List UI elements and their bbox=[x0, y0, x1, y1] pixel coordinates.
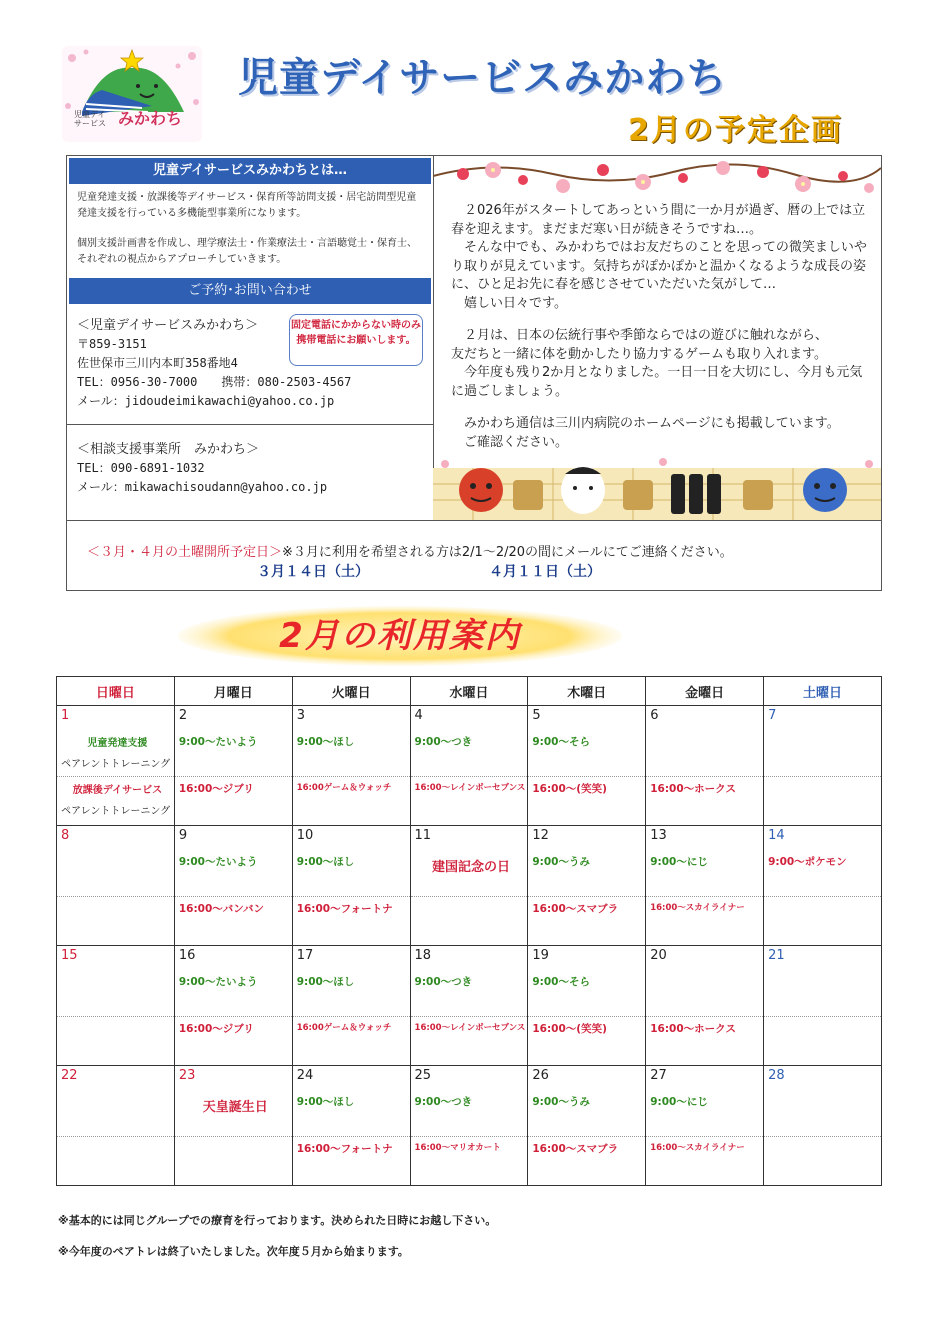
calendar-day-pm-cell bbox=[646, 1017, 764, 1066]
calendar-day-pm-cell bbox=[292, 777, 410, 826]
message-column bbox=[433, 156, 881, 520]
morning-group: 9:00～にじ bbox=[650, 856, 708, 868]
saturday-label: ＜３月・４月の土曜開所予定日＞ bbox=[87, 545, 283, 560]
morning-group: 9:00～つき bbox=[414, 976, 473, 988]
calendar-day-pm-cell bbox=[528, 1137, 646, 1186]
calendar-week-am-row bbox=[57, 1066, 882, 1137]
day-number: 12 bbox=[532, 828, 549, 843]
morning-group: 9:00～ほし bbox=[296, 1096, 355, 1108]
calendar-day-pm-cell bbox=[528, 777, 646, 826]
calendar-day-cell bbox=[646, 946, 764, 1017]
calendar-day-pm-cell bbox=[764, 1017, 882, 1066]
day-number: 26 bbox=[532, 1068, 549, 1083]
day-number: 25 bbox=[414, 1068, 432, 1083]
calendar-day-pm-cell bbox=[174, 1137, 292, 1186]
calendar-day-cell bbox=[764, 706, 882, 777]
calendar-day-cell bbox=[764, 946, 882, 1017]
calendar-day-cell bbox=[174, 706, 292, 777]
calendar-day-pm-cell bbox=[57, 1017, 175, 1066]
afternoon-group: 16:00～ジブリ bbox=[178, 783, 254, 795]
calendar-day-cell bbox=[292, 1066, 410, 1137]
contact-office-2 bbox=[77, 440, 427, 497]
saturday-notice bbox=[87, 541, 733, 560]
calendar-week-am-row bbox=[57, 946, 882, 1017]
calendar-day-cell bbox=[57, 1066, 175, 1137]
calendar-day-pm-cell bbox=[646, 777, 764, 826]
logo-big-text: みかわち bbox=[118, 109, 183, 128]
day-number: 24 bbox=[296, 1068, 314, 1083]
day-number: 9 bbox=[178, 828, 188, 843]
phone-note: 固定電話にかからない時のみ携帯電話にお願いします。 bbox=[289, 314, 423, 366]
afternoon-group: 16:00～スマブラ bbox=[532, 1143, 619, 1155]
day-number: 28 bbox=[768, 1068, 785, 1083]
plum-blossom-garland-icon bbox=[433, 156, 881, 204]
morning-group: 9:00～つき bbox=[414, 1096, 473, 1108]
calendar-day-pm-cell bbox=[174, 897, 292, 946]
monthly-message bbox=[451, 202, 875, 466]
calendar-day-cell bbox=[410, 1066, 528, 1137]
calendar-day-cell bbox=[646, 706, 764, 777]
calendar-day-pm-cell bbox=[410, 1017, 528, 1066]
calendar-day-cell bbox=[646, 1066, 764, 1137]
day-number: 7 bbox=[768, 708, 777, 723]
afternoon-group: 16:00～スマブラ bbox=[532, 903, 619, 915]
page-subtitle: 2月の予定企画 bbox=[628, 113, 843, 148]
day-number: 5 bbox=[532, 708, 541, 723]
calendar-day-cell bbox=[174, 946, 292, 1017]
calendar-day-cell bbox=[528, 706, 646, 777]
training-label: ペアレントトレーニング bbox=[61, 806, 171, 817]
training-label: ペアレントトレーニング bbox=[61, 759, 171, 770]
monthly-calendar bbox=[56, 676, 882, 1186]
day-number: 2 bbox=[178, 708, 188, 723]
calendar-day-pm-cell bbox=[57, 897, 175, 946]
morning-group: 9:00～ほし bbox=[296, 736, 355, 748]
day-number: 3 bbox=[296, 708, 305, 723]
afternoon-group: 16:00～(笑笑) bbox=[532, 1023, 607, 1035]
calendar-day-pm-cell bbox=[410, 777, 528, 826]
logo-small-text: 児童デイ サービス bbox=[74, 110, 106, 128]
morning-group: 9:00～ポケモン bbox=[768, 856, 847, 868]
afternoon-group: 16:00～マリオカート bbox=[414, 1143, 501, 1153]
calendar-day-cell bbox=[410, 706, 528, 777]
calendar-day-cell bbox=[646, 826, 764, 897]
footnote-2: ※今年度のペアトレは終了いたしました。次年度５月から始まります。 bbox=[58, 1245, 409, 1258]
calendar-day-pm-cell bbox=[174, 777, 292, 826]
morning-group: 9:00～にじ bbox=[650, 1096, 708, 1108]
calendar-day-pm-cell bbox=[292, 1017, 410, 1066]
office1-address: 佐世保市三川内本町358番地4 bbox=[77, 356, 238, 370]
holiday-label: 天皇誕生日 bbox=[202, 1100, 268, 1115]
setsubun-illustration-icon bbox=[433, 454, 881, 520]
day-number: 23 bbox=[178, 1068, 196, 1083]
office1-mail[interactable]: メール：jidoudeimikawachi@yahoo.co.jp bbox=[77, 394, 335, 408]
weekday-header: 木曜日 bbox=[528, 677, 646, 706]
calendar-week-pm-row bbox=[57, 1017, 882, 1066]
day-number: 19 bbox=[532, 948, 549, 963]
calendar-week-am-row bbox=[57, 826, 882, 897]
info-box bbox=[66, 155, 882, 591]
calendar-day-pm-cell bbox=[292, 897, 410, 946]
calendar-week-am-row bbox=[57, 706, 882, 777]
calendar-day-pm-cell bbox=[410, 1137, 528, 1186]
holiday-label: 建国記念の日 bbox=[431, 860, 510, 875]
afternoon-group: 16:00～フォートナ bbox=[296, 903, 393, 915]
office1-tel: TEL：0956-30-7000 携帯：080-2503-4567 bbox=[77, 375, 352, 389]
calendar-day-pm-cell bbox=[410, 897, 528, 946]
afternoon-group: 16:00ゲーム＆ウォッチ bbox=[296, 1023, 392, 1033]
calendar-day-pm-cell bbox=[57, 777, 175, 826]
day-number: 22 bbox=[61, 1068, 78, 1083]
calendar-day-cell bbox=[174, 826, 292, 897]
calendar-day-cell bbox=[764, 826, 882, 897]
calendar-day-cell bbox=[292, 946, 410, 1017]
afternoon-group: 16:00～(笑笑) bbox=[532, 783, 607, 795]
day-number: 8 bbox=[61, 828, 70, 843]
calendar-day-cell bbox=[528, 1066, 646, 1137]
calendar-day-pm-cell bbox=[764, 897, 882, 946]
weekday-header: 土曜日 bbox=[764, 677, 882, 706]
contact-divider bbox=[67, 424, 433, 425]
morning-group: 9:00～つき bbox=[414, 736, 473, 748]
calendar-day-cell bbox=[528, 826, 646, 897]
calendar-day-cell bbox=[57, 706, 175, 777]
calendar-week-pm-row bbox=[57, 897, 882, 946]
logo-caption bbox=[74, 110, 194, 140]
calendar-day-pm-cell bbox=[764, 777, 882, 826]
calendar-body bbox=[57, 706, 882, 1186]
afternoon-group: 16:00～レインボーセブンス bbox=[414, 1023, 526, 1033]
morning-group: 9:00～うみ bbox=[532, 1096, 590, 1108]
morning-group: 9:00～ほし bbox=[296, 976, 355, 988]
day-number: 20 bbox=[650, 948, 667, 963]
program-label: 児童発達支援 bbox=[87, 738, 148, 749]
saturday-date-2: ４月１１日（土） bbox=[489, 564, 601, 580]
message-paragraph-1: ２026年がスタートしてあっという間に一か月が過ぎ、暦の上では立春を迎えます。まだまだ寒い日が続きそうですね…。 そんな中でも、みかわちではお友だちのことを思っての微笑ましいやり取りが見えています。気持ちがぽかぽかと温かくなるような成長の姿に、ひと足お先に春を感じさせていただいた気がして… 嬉しい日々です。 bbox=[451, 203, 867, 311]
day-number: 4 bbox=[414, 708, 423, 723]
day-number: 14 bbox=[768, 828, 785, 843]
calendar-day-cell bbox=[292, 706, 410, 777]
calendar-day-pm-cell bbox=[528, 897, 646, 946]
afternoon-group: 16:00～ホークス bbox=[650, 783, 737, 795]
page-title: 児童デイサービスみかわち bbox=[238, 55, 728, 101]
saturday-opening-section bbox=[67, 520, 881, 591]
afternoon-group: 16:00～フォートナ bbox=[296, 1143, 393, 1155]
office1-postal: 〒859-3151 bbox=[77, 337, 147, 351]
day-number: 15 bbox=[61, 948, 78, 963]
weekday-header: 日曜日 bbox=[57, 677, 175, 706]
day-number: 16 bbox=[178, 948, 196, 963]
calendar-day-cell bbox=[292, 826, 410, 897]
calendar-week-pm-row bbox=[57, 1137, 882, 1186]
afternoon-group: 16:00～バンバン bbox=[178, 903, 265, 915]
calendar-day-cell bbox=[764, 1066, 882, 1137]
calendar-day-pm-cell bbox=[646, 897, 764, 946]
morning-group: 9:00～そら bbox=[532, 976, 590, 988]
day-number: 13 bbox=[650, 828, 667, 843]
day-number: 11 bbox=[414, 828, 432, 843]
day-number: 21 bbox=[768, 948, 785, 963]
afternoon-group: 16:00ゲーム＆ウォッチ bbox=[296, 783, 392, 793]
calendar-day-pm-cell bbox=[292, 1137, 410, 1186]
morning-group: 9:00～たいよう bbox=[178, 976, 258, 988]
calendar-day-cell bbox=[174, 1066, 292, 1137]
calendar-week-pm-row bbox=[57, 777, 882, 826]
weekday-header: 金曜日 bbox=[646, 677, 764, 706]
weekday-header-row bbox=[57, 677, 882, 706]
day-number: 17 bbox=[296, 948, 314, 963]
about-contact-column bbox=[67, 156, 434, 520]
saturday-dates bbox=[257, 561, 721, 581]
calendar-day-pm-cell bbox=[528, 1017, 646, 1066]
morning-group: 9:00～たいよう bbox=[178, 736, 258, 748]
afternoon-group: 16:00～レインボーセブンス bbox=[414, 783, 526, 793]
morning-group: 9:00～そら bbox=[532, 736, 590, 748]
day-number: 10 bbox=[296, 828, 314, 843]
calendar-day-cell bbox=[57, 946, 175, 1017]
day-number: 27 bbox=[650, 1068, 667, 1083]
calendar-day-cell bbox=[410, 826, 528, 897]
morning-group: 9:00～たいよう bbox=[178, 856, 258, 868]
day-number: 18 bbox=[414, 948, 432, 963]
calendar-title: 2月の利用案内 bbox=[279, 616, 521, 656]
afternoon-group: 16:00～ジブリ bbox=[178, 1023, 254, 1035]
morning-group: 9:00～ほし bbox=[296, 856, 355, 868]
message-paragraph-3: みかわち通信は三川内病院のホームページにも掲載しています。 ご確認ください。 bbox=[464, 416, 840, 450]
weekday-header: 火曜日 bbox=[292, 677, 410, 706]
office1-name: ＜児童デイサービスみかわち＞ bbox=[77, 318, 259, 333]
office2-mail[interactable]: メール：mikawachisoudann@yahoo.co.jp bbox=[77, 480, 328, 494]
weekday-header: 水曜日 bbox=[410, 677, 528, 706]
about-paragraph-2: 個別支援計画書を作成し、理学療法士・作業療法士・言語聴覚士・保育士、それぞれの視点からアプローチしていきます。 bbox=[77, 238, 417, 265]
afternoon-group: 16:00～スカイライナー bbox=[650, 903, 745, 913]
calendar-day-cell bbox=[528, 946, 646, 1017]
calendar-day-pm-cell bbox=[646, 1137, 764, 1186]
about-paragraph-1: 児童発達支援・放課後等デイサービス・保育所等訪問支援・居宅訪問型児童発達支援を行っている多機能型事業所になります。 bbox=[77, 192, 417, 219]
about-header: 児童デイサービスみかわちとは… bbox=[69, 158, 431, 184]
calendar-day-cell bbox=[410, 946, 528, 1017]
message-paragraph-2: ２月は、日本の伝統行事や季節ならではの遊びに触れながら、 友だちと一緒に体を動かしたり協力するゲームも取り入れます。 今年度も残り2か月となりました。一日一日を大切にし、今月も元気に過ごしましょう。 bbox=[451, 328, 863, 399]
afternoon-group: 16:00～スカイライナー bbox=[650, 1143, 745, 1153]
calendar-day-pm-cell bbox=[764, 1137, 882, 1186]
calendar-day-pm-cell bbox=[174, 1017, 292, 1066]
calendar-day-pm-cell bbox=[57, 1137, 175, 1186]
weekday-header: 月曜日 bbox=[174, 677, 292, 706]
program-label: 放課後デイサービス bbox=[72, 785, 163, 796]
footnote-1: ※基本的には同じグループでの療育を行っております。決められた日時にお越し下さい。 bbox=[58, 1214, 497, 1227]
office2-tel: TEL：090-6891-1032 bbox=[77, 461, 205, 475]
afternoon-group: 16:00～ホークス bbox=[650, 1023, 737, 1035]
contact-header: ご予約･お問い合わせ bbox=[69, 278, 431, 304]
morning-group: 9:00～うみ bbox=[532, 856, 590, 868]
day-number: 1 bbox=[61, 708, 70, 723]
saturday-date-1: ３月１４日（土） bbox=[257, 564, 369, 580]
office2-name: ＜相談支援事業所 みかわち＞ bbox=[77, 442, 260, 457]
day-number: 6 bbox=[650, 708, 659, 723]
calendar-day-cell bbox=[57, 826, 175, 897]
saturday-text: ※３月に利用を希望される方は2/1～2/20の間にメールにてご連絡ください。 bbox=[282, 545, 733, 560]
